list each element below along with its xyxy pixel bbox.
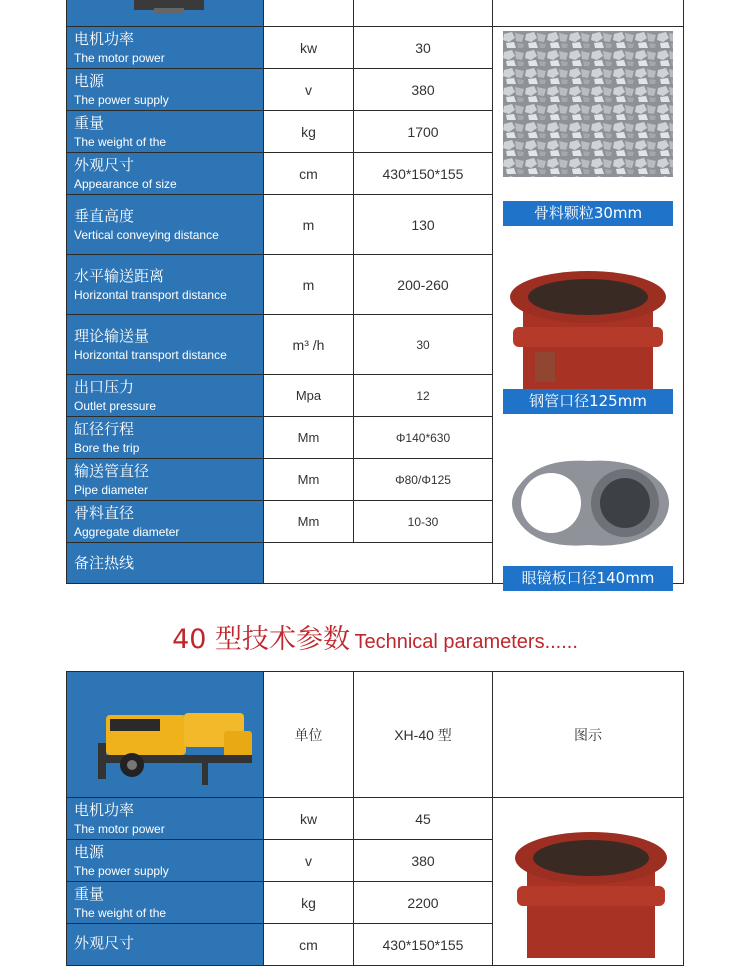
header-illustration: 图示: [493, 672, 684, 798]
header-model: XH-40 型: [354, 672, 493, 798]
param-label: [67, 798, 264, 840]
remarks-value: [264, 543, 493, 584]
param-value: 1700: [354, 111, 493, 153]
param-value: 200-260: [354, 255, 493, 315]
gravel-image: [503, 31, 673, 177]
machine-image-cell: [67, 0, 264, 27]
param-label-en: Horizontal transport distance: [74, 347, 227, 362]
param-label-zh: 骨料直径: [74, 503, 135, 522]
spectacle-plate-image: [501, 453, 677, 553]
param-value: 2200: [354, 882, 493, 924]
param-label-zh: 垂直高度: [74, 206, 135, 225]
heading-en: Technical parameters......: [354, 631, 578, 653]
param-label-zh: 重量: [74, 113, 105, 132]
caption-spectacle-plate: 眼镜板口径140mm: [503, 566, 673, 591]
header-unit: 单位: [264, 672, 354, 798]
param-unit: Mm: [264, 459, 354, 501]
remarks-label-cell: [67, 543, 264, 584]
param-value: 12: [354, 375, 493, 417]
caption-gravel: 骨料颗粒30mm: [503, 201, 673, 226]
param-unit: kw: [264, 798, 354, 840]
param-label: [67, 882, 264, 924]
param-value: 430*150*155: [354, 924, 493, 966]
param-unit: kw: [264, 27, 354, 69]
param-unit: Mm: [264, 417, 354, 459]
param-label: [67, 375, 264, 417]
param-value: 130: [354, 195, 493, 255]
param-label-zh: 输送管直径: [74, 461, 150, 480]
param-label: [67, 195, 264, 255]
param-label: [67, 417, 264, 459]
param-unit: m: [264, 195, 354, 255]
param-label-zh: 电源: [74, 842, 105, 861]
param-label-zh: 出口压力: [74, 377, 135, 396]
machine-image-partial: [74, 0, 270, 26]
spectacle-plate-photo: [501, 453, 677, 553]
param-unit: cm: [264, 924, 354, 966]
param-label-zh: 外观尺寸: [74, 155, 135, 174]
illustration-column: [493, 27, 684, 587]
param-value: 10-30: [354, 501, 493, 543]
param-label-zh: 缸径行程: [74, 419, 135, 438]
illustration-column-40: [493, 798, 684, 966]
machine-image-cell: [67, 672, 264, 798]
param-unit: Mpa: [264, 375, 354, 417]
param-unit: v: [264, 840, 354, 882]
param-label-zh: 外观尺寸: [74, 934, 135, 952]
param-label-en: Appearance of size: [74, 176, 177, 191]
remarks-label: 备注热线: [74, 554, 135, 572]
param-unit: v: [264, 69, 354, 111]
spec-table-40: [66, 671, 684, 966]
param-label-en: Outlet pressure: [74, 398, 157, 413]
param-value: 380: [354, 840, 493, 882]
section-heading: [0, 617, 750, 656]
param-label-zh: 电机功率: [74, 29, 135, 48]
spec-table-30: [66, 0, 684, 587]
param-label-zh: 理论输送量: [74, 326, 150, 345]
param-label: [67, 459, 264, 501]
param-label-en: Bore the trip: [74, 440, 140, 455]
param-value: Φ80/Φ125: [354, 459, 493, 501]
param-value: 30: [354, 315, 493, 375]
param-label-zh: 电机功率: [74, 800, 135, 819]
unit-cell-top: [264, 0, 354, 27]
param-label-en: The motor power: [74, 50, 165, 65]
param-value: 30: [354, 27, 493, 69]
steel-pipe-photo: [511, 828, 671, 958]
illustration-cell-top: [493, 0, 684, 27]
param-unit: m: [264, 255, 354, 315]
param-value: 430*150*155: [354, 153, 493, 195]
param-label: [67, 315, 264, 375]
param-label-en: Horizontal transport distance: [74, 287, 227, 302]
gravel-photo: [503, 31, 673, 177]
steel-pipe-photo: [505, 267, 671, 389]
param-label-zh: 重量: [74, 884, 105, 903]
param-label: [67, 69, 264, 111]
param-unit: cm: [264, 153, 354, 195]
param-label-en: The power supply: [74, 92, 169, 107]
param-unit: m³ /h: [264, 315, 354, 375]
steel-pipe-image: [505, 267, 671, 389]
param-unit: kg: [264, 111, 354, 153]
param-label: [67, 840, 264, 882]
param-label-en: The weight of the: [74, 134, 167, 149]
param-label: [67, 111, 264, 153]
param-label-en: The power supply: [74, 863, 169, 878]
param-label-zh: 水平输送距离: [74, 266, 165, 285]
steel-pipe-image: [511, 828, 671, 958]
param-label-zh: 电源: [74, 71, 105, 90]
param-label: [67, 924, 264, 966]
param-label-en: The weight of the: [74, 905, 167, 920]
param-label-en: Pipe diameter: [74, 482, 149, 497]
param-unit: Mm: [264, 501, 354, 543]
param-label: [67, 501, 264, 543]
param-label-en: Vertical conveying distance: [74, 227, 219, 242]
param-label: [67, 27, 264, 69]
param-label-en: The motor power: [74, 821, 165, 836]
param-label: [67, 255, 264, 315]
param-value: Φ140*630: [354, 417, 493, 459]
param-label: [67, 153, 264, 195]
param-value: 45: [354, 798, 493, 840]
value-cell-top: [354, 0, 493, 27]
concrete-pump-image: [74, 673, 270, 797]
param-unit: kg: [264, 882, 354, 924]
caption-steel-pipe: 钢管口径125mm: [503, 389, 673, 414]
param-label-en: Aggregate diameter: [74, 524, 180, 539]
heading-zh: 40 型技术参数: [172, 624, 351, 655]
param-value: 380: [354, 69, 493, 111]
